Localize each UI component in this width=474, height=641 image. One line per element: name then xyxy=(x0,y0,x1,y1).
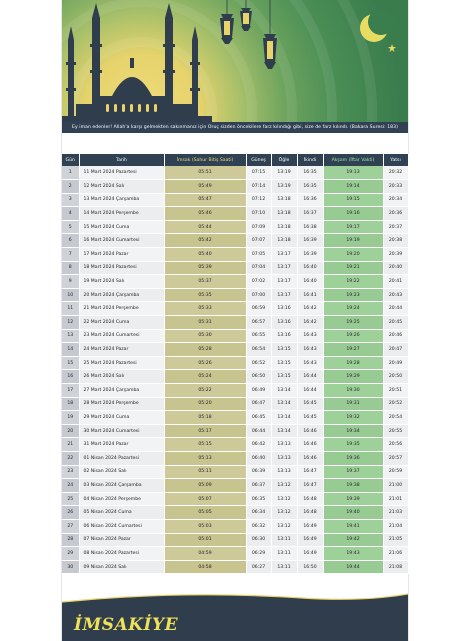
cell-yatsi: 21:04 xyxy=(383,519,408,533)
cell-gunes: 07:09 xyxy=(246,220,271,234)
cell-gunes: 07:07 xyxy=(246,234,271,248)
cell-gunes: 06:44 xyxy=(246,424,271,438)
cell-gunes: 06:42 xyxy=(246,438,271,452)
cell-yatsi: 20:54 xyxy=(383,411,408,425)
cell-yatsi: 20:40 xyxy=(383,261,408,275)
table-row xyxy=(62,438,408,452)
table-row xyxy=(62,220,408,234)
cell-tarih: 08 Nisan 2024 Pazartesi xyxy=(79,547,164,561)
cell-imsak: 05:26 xyxy=(164,356,246,370)
cell-ogle: 13:17 xyxy=(271,288,297,302)
cell-yatsi: 20:41 xyxy=(383,275,408,289)
cell-yatsi: 20:38 xyxy=(383,234,408,248)
cell-imsak: 05:03 xyxy=(164,519,246,533)
cell-gunes: 07:14 xyxy=(246,180,271,194)
cell-gun: 18 xyxy=(62,397,79,411)
header-gunes: Güneş xyxy=(246,154,271,166)
cell-ikindi: 16:45 xyxy=(297,411,323,425)
cell-tarih: 19 Mart 2024 Salı xyxy=(79,275,164,289)
cell-yatsi: 20:49 xyxy=(383,356,408,370)
table-row xyxy=(62,547,408,561)
cell-tarih: 05 Nisan 2024 Cuma xyxy=(79,506,164,520)
footer-title: İMSAKİYE xyxy=(74,615,179,635)
cell-aksam: 19:29 xyxy=(323,370,383,384)
cell-gun: 7 xyxy=(62,248,79,262)
cell-aksam: 19:41 xyxy=(323,519,383,533)
cell-yatsi: 20:36 xyxy=(383,207,408,221)
verse-text: Ey iman edenler! Allah'a karşı gelmekten sakınmanız için Oruç sizden öncekilere farz kılındığı gibi, size de farz kılındı. (Bakara Suresi: 183) xyxy=(62,122,408,133)
cell-imsak: 05:37 xyxy=(164,275,246,289)
cell-ogle: 13:11 xyxy=(271,547,297,561)
cell-gunes: 06:40 xyxy=(246,451,271,465)
cell-gunes: 07:04 xyxy=(246,261,271,275)
cell-ogle: 13:17 xyxy=(271,275,297,289)
cell-gun: 10 xyxy=(62,288,79,302)
cell-ogle: 13:17 xyxy=(271,261,297,275)
cell-gunes: 06:30 xyxy=(246,533,271,547)
cell-ikindi: 16:49 xyxy=(297,519,323,533)
cell-yatsi: 20:44 xyxy=(383,302,408,316)
table-row xyxy=(62,193,408,207)
cell-yatsi: 20:56 xyxy=(383,438,408,452)
table-row xyxy=(62,492,408,506)
cell-gunes: 06:47 xyxy=(246,397,271,411)
cell-gun: 3 xyxy=(62,193,79,207)
cell-gun: 15 xyxy=(62,356,79,370)
cell-ikindi: 16:49 xyxy=(297,547,323,561)
table-row xyxy=(62,275,408,289)
table-row xyxy=(62,384,408,398)
cell-imsak: 05:17 xyxy=(164,424,246,438)
cell-gun: 24 xyxy=(62,479,79,493)
table-row xyxy=(62,465,408,479)
cell-ikindi: 16:47 xyxy=(297,465,323,479)
cell-ogle: 13:12 xyxy=(271,479,297,493)
cell-gun: 12 xyxy=(62,316,79,330)
cell-ikindi: 16:47 xyxy=(297,479,323,493)
cell-imsak: 05:33 xyxy=(164,302,246,316)
cell-ikindi: 16:36 xyxy=(297,193,323,207)
cell-aksam: 19:19 xyxy=(323,234,383,248)
cell-ikindi: 16:44 xyxy=(297,370,323,384)
cell-tarih: 17 Mart 2024 Pazar xyxy=(79,248,164,262)
cell-ogle: 13:13 xyxy=(271,451,297,465)
header-ogle: Öğle xyxy=(271,154,297,166)
header-ikindi: İkindi xyxy=(297,154,323,166)
cell-imsak: 05:40 xyxy=(164,248,246,262)
table-row xyxy=(62,397,408,411)
cell-imsak: 05:07 xyxy=(164,492,246,506)
cell-ogle: 13:17 xyxy=(271,248,297,262)
cell-ogle: 13:12 xyxy=(271,519,297,533)
cell-gunes: 06:45 xyxy=(246,411,271,425)
cell-aksam: 19:31 xyxy=(323,397,383,411)
cell-yatsi: 20:52 xyxy=(383,397,408,411)
cell-ogle: 13:19 xyxy=(271,180,297,194)
cell-gun: 30 xyxy=(62,560,79,574)
table-body xyxy=(62,166,408,574)
table-row xyxy=(62,533,408,547)
cell-aksam: 19:14 xyxy=(323,180,383,194)
cell-gun: 6 xyxy=(62,234,79,248)
cell-imsak: 05:11 xyxy=(164,465,246,479)
cell-ikindi: 16:40 xyxy=(297,275,323,289)
cell-yatsi: 20:59 xyxy=(383,465,408,479)
cell-yatsi: 21:00 xyxy=(383,479,408,493)
cell-ogle: 13:16 xyxy=(271,302,297,316)
table-row xyxy=(62,411,408,425)
cell-ikindi: 16:38 xyxy=(297,220,323,234)
table-row xyxy=(62,288,408,302)
cell-yatsi: 20:57 xyxy=(383,451,408,465)
cell-aksam: 19:39 xyxy=(323,492,383,506)
cell-tarih: 26 Mart 2024 Salı xyxy=(79,370,164,384)
cell-aksam: 19:15 xyxy=(323,193,383,207)
cell-ikindi: 16:43 xyxy=(297,343,323,357)
cell-ogle: 13:11 xyxy=(271,533,297,547)
cell-gunes: 06:52 xyxy=(246,356,271,370)
cell-imsak: 04:59 xyxy=(164,547,246,561)
cell-ogle: 13:18 xyxy=(271,193,297,207)
cell-gunes: 07:02 xyxy=(246,275,271,289)
table-row xyxy=(62,302,408,316)
cell-ogle: 13:14 xyxy=(271,424,297,438)
cell-ikindi: 16:48 xyxy=(297,506,323,520)
cell-aksam: 19:42 xyxy=(323,533,383,547)
cell-imsak: 05:24 xyxy=(164,370,246,384)
cell-tarih: 23 Mart 2024 Cumartesi xyxy=(79,329,164,343)
imsakiye-table-container xyxy=(62,154,408,574)
cell-imsak: 05:22 xyxy=(164,384,246,398)
cell-imsak: 05:51 xyxy=(164,166,246,180)
table-row xyxy=(62,343,408,357)
cell-imsak: 04:58 xyxy=(164,560,246,574)
cell-ikindi: 16:39 xyxy=(297,248,323,262)
cell-imsak: 05:49 xyxy=(164,180,246,194)
cell-yatsi: 20:34 xyxy=(383,193,408,207)
cell-imsak: 05:15 xyxy=(164,438,246,452)
cell-ogle: 13:12 xyxy=(271,506,297,520)
cell-gun: 21 xyxy=(62,438,79,452)
cell-ikindi: 16:41 xyxy=(297,288,323,302)
header-aksam: Akşam (İftar Vakti) xyxy=(323,154,383,166)
cell-gun: 11 xyxy=(62,302,79,316)
cell-gun: 14 xyxy=(62,343,79,357)
cell-ikindi: 16:43 xyxy=(297,356,323,370)
cell-gun: 26 xyxy=(62,506,79,520)
cell-ogle: 13:18 xyxy=(271,207,297,221)
table-row xyxy=(62,560,408,574)
cell-gun: 23 xyxy=(62,465,79,479)
cell-aksam: 19:37 xyxy=(323,465,383,479)
cell-aksam: 19:27 xyxy=(323,343,383,357)
cell-imsak: 05:42 xyxy=(164,234,246,248)
cell-tarih: 27 Mart 2024 Çarşamba xyxy=(79,384,164,398)
cell-tarih: 15 Mart 2024 Cuma xyxy=(79,220,164,234)
cell-gun: 8 xyxy=(62,261,79,275)
cell-tarih: 09 Nisan 2024 Salı xyxy=(79,560,164,574)
table-row xyxy=(62,356,408,370)
cell-ikindi: 16:37 xyxy=(297,207,323,221)
cell-gun: 1 xyxy=(62,166,79,180)
table-row xyxy=(62,180,408,194)
cell-ikindi: 16:48 xyxy=(297,492,323,506)
cell-tarih: 12 Mart 2024 Salı xyxy=(79,180,164,194)
header-yatsi: Yatsı xyxy=(383,154,408,166)
cell-ogle: 13:18 xyxy=(271,220,297,234)
table-row xyxy=(62,261,408,275)
cell-aksam: 19:13 xyxy=(323,166,383,180)
cell-tarih: 02 Nisan 2024 Salı xyxy=(79,465,164,479)
table-row xyxy=(62,166,408,180)
cell-tarih: 04 Nisan 2024 Perşembe xyxy=(79,492,164,506)
cell-aksam: 19:28 xyxy=(323,356,383,370)
cell-imsak: 05:30 xyxy=(164,329,246,343)
cell-ogle: 13:15 xyxy=(271,370,297,384)
cell-tarih: 16 Mart 2024 Cumartesi xyxy=(79,234,164,248)
cell-ogle: 13:15 xyxy=(271,343,297,357)
cell-aksam: 19:24 xyxy=(323,302,383,316)
cell-imsak: 05:39 xyxy=(164,261,246,275)
cell-tarih: 07 Nisan 2024 Pazar xyxy=(79,533,164,547)
cell-gun: 2 xyxy=(62,180,79,194)
cell-yatsi: 20:55 xyxy=(383,424,408,438)
cell-tarih: 03 Nisan 2024 Çarşamba xyxy=(79,479,164,493)
cell-aksam: 19:32 xyxy=(323,411,383,425)
header-imsak: İmsak (Sahur Bitiş Saati) xyxy=(164,154,246,166)
cell-ogle: 13:14 xyxy=(271,397,297,411)
cell-gunes: 06:50 xyxy=(246,370,271,384)
cell-yatsi: 20:46 xyxy=(383,329,408,343)
cell-gunes: 06:27 xyxy=(246,560,271,574)
cell-aksam: 19:23 xyxy=(323,288,383,302)
cell-ogle: 13:12 xyxy=(271,492,297,506)
cell-aksam: 19:22 xyxy=(323,275,383,289)
cell-ikindi: 16:42 xyxy=(297,302,323,316)
cell-yatsi: 20:37 xyxy=(383,220,408,234)
cell-imsak: 05:35 xyxy=(164,288,246,302)
cell-aksam: 19:16 xyxy=(323,207,383,221)
table-header-row xyxy=(62,154,408,166)
cell-yatsi: 20:33 xyxy=(383,180,408,194)
table-row xyxy=(62,506,408,520)
table-row xyxy=(62,248,408,262)
cell-ikindi: 16:50 xyxy=(297,560,323,574)
cell-tarih: 21 Mart 2024 Perşembe xyxy=(79,302,164,316)
cell-imsak: 05:05 xyxy=(164,506,246,520)
cell-aksam: 19:36 xyxy=(323,451,383,465)
cell-gunes: 06:32 xyxy=(246,519,271,533)
cell-tarih: 14 Mart 2024 Perşembe xyxy=(79,207,164,221)
ramadan-banner xyxy=(62,0,408,133)
cell-yatsi: 21:06 xyxy=(383,547,408,561)
table-row xyxy=(62,479,408,493)
cell-imsak: 05:09 xyxy=(164,479,246,493)
cell-ikindi: 16:46 xyxy=(297,451,323,465)
table-row xyxy=(62,519,408,533)
cell-tarih: 11 Mart 2024 Pazartesi xyxy=(79,166,164,180)
cell-gunes: 06:37 xyxy=(246,479,271,493)
cell-ogle: 13:13 xyxy=(271,465,297,479)
cell-yatsi: 20:45 xyxy=(383,316,408,330)
cell-ikindi: 16:44 xyxy=(297,384,323,398)
table-row xyxy=(62,370,408,384)
cell-ikindi: 16:35 xyxy=(297,180,323,194)
cell-tarih: 30 Mart 2024 Cumartesi xyxy=(79,424,164,438)
table-row xyxy=(62,316,408,330)
cell-aksam: 19:43 xyxy=(323,547,383,561)
cell-ikindi: 16:39 xyxy=(297,234,323,248)
cell-gun: 19 xyxy=(62,411,79,425)
imsakiye-page xyxy=(62,0,408,641)
cell-yatsi: 21:03 xyxy=(383,506,408,520)
cell-aksam: 19:21 xyxy=(323,261,383,275)
cell-imsak: 05:28 xyxy=(164,343,246,357)
cell-gun: 22 xyxy=(62,451,79,465)
cell-yatsi: 20:43 xyxy=(383,288,408,302)
cell-imsak: 05:47 xyxy=(164,193,246,207)
cell-imsak: 05:31 xyxy=(164,316,246,330)
cell-ogle: 13:15 xyxy=(271,356,297,370)
cell-gun: 28 xyxy=(62,533,79,547)
cell-tarih: 25 Mart 2024 Pazartesi xyxy=(79,356,164,370)
cell-aksam: 19:44 xyxy=(323,560,383,574)
cell-ikindi: 16:35 xyxy=(297,166,323,180)
cell-tarih: 18 Mart 2024 Pazartesi xyxy=(79,261,164,275)
cell-gunes: 06:59 xyxy=(246,302,271,316)
cell-gun: 13 xyxy=(62,329,79,343)
table-row xyxy=(62,451,408,465)
cell-tarih: 20 Mart 2024 Çarşamba xyxy=(79,288,164,302)
cell-gunes: 06:55 xyxy=(246,329,271,343)
cell-yatsi: 21:05 xyxy=(383,533,408,547)
cell-aksam: 19:25 xyxy=(323,316,383,330)
cell-gunes: 07:05 xyxy=(246,248,271,262)
cell-aksam: 19:34 xyxy=(323,424,383,438)
cell-tarih: 29 Mart 2024 Cuma xyxy=(79,411,164,425)
cell-yatsi: 20:32 xyxy=(383,166,408,180)
cell-tarih: 01 Nisan 2024 Pazartesi xyxy=(79,451,164,465)
cell-gunes: 06:29 xyxy=(246,547,271,561)
cell-gunes: 07:12 xyxy=(246,193,271,207)
cell-ogle: 13:19 xyxy=(271,166,297,180)
cell-gunes: 06:34 xyxy=(246,506,271,520)
cell-tarih: 06 Nisan 2024 Cumartesi xyxy=(79,519,164,533)
cell-gun: 25 xyxy=(62,492,79,506)
cell-tarih: 22 Mart 2024 Cuma xyxy=(79,316,164,330)
cell-yatsi: 20:39 xyxy=(383,248,408,262)
table-row xyxy=(62,207,408,221)
cell-ikindi: 16:40 xyxy=(297,261,323,275)
cell-aksam: 19:38 xyxy=(323,479,383,493)
cell-aksam: 19:35 xyxy=(323,438,383,452)
cell-gunes: 06:54 xyxy=(246,343,271,357)
cell-gun: 4 xyxy=(62,207,79,221)
table-row xyxy=(62,329,408,343)
cell-yatsi: 21:01 xyxy=(383,492,408,506)
cell-yatsi: 20:47 xyxy=(383,343,408,357)
table-row xyxy=(62,424,408,438)
cell-ikindi: 16:46 xyxy=(297,424,323,438)
cell-aksam: 19:26 xyxy=(323,329,383,343)
cell-imsak: 05:20 xyxy=(164,397,246,411)
cell-ogle: 13:16 xyxy=(271,329,297,343)
cell-gun: 16 xyxy=(62,370,79,384)
cell-gunes: 06:35 xyxy=(246,492,271,506)
cell-gun: 20 xyxy=(62,424,79,438)
cell-ogle: 13:16 xyxy=(271,316,297,330)
cell-aksam: 19:17 xyxy=(323,220,383,234)
cell-gunes: 07:10 xyxy=(246,207,271,221)
cell-ogle: 13:14 xyxy=(271,411,297,425)
cell-gun: 29 xyxy=(62,547,79,561)
table-row xyxy=(62,234,408,248)
header-gun: Gün xyxy=(62,154,79,166)
cell-gunes: 06:57 xyxy=(246,316,271,330)
cell-imsak: 05:18 xyxy=(164,411,246,425)
cell-gun: 5 xyxy=(62,220,79,234)
cell-yatsi: 20:51 xyxy=(383,384,408,398)
cell-ikindi: 16:49 xyxy=(297,533,323,547)
cell-ogle: 13:14 xyxy=(271,384,297,398)
cell-gun: 17 xyxy=(62,384,79,398)
cell-imsak: 05:44 xyxy=(164,220,246,234)
cell-yatsi: 21:08 xyxy=(383,560,408,574)
cell-gun: 27 xyxy=(62,519,79,533)
cell-ikindi: 16:43 xyxy=(297,329,323,343)
cell-gun: 9 xyxy=(62,275,79,289)
cell-ogle: 13:18 xyxy=(271,234,297,248)
cell-aksam: 19:40 xyxy=(323,506,383,520)
imsakiye-table xyxy=(62,154,409,574)
cell-ogle: 13:13 xyxy=(271,438,297,452)
cell-gunes: 07:15 xyxy=(246,166,271,180)
cell-gunes: 07:00 xyxy=(246,288,271,302)
cell-imsak: 05:46 xyxy=(164,207,246,221)
cell-tarih: 13 Mart 2024 Çarşamba xyxy=(79,193,164,207)
cell-ogle: 13:11 xyxy=(271,560,297,574)
cell-gunes: 06:49 xyxy=(246,384,271,398)
cell-gunes: 06:39 xyxy=(246,465,271,479)
cell-yatsi: 20:50 xyxy=(383,370,408,384)
cell-imsak: 05:13 xyxy=(164,451,246,465)
cell-ikindi: 16:45 xyxy=(297,397,323,411)
cell-tarih: 28 Mart 2024 Perşembe xyxy=(79,397,164,411)
cell-aksam: 19:30 xyxy=(323,384,383,398)
cell-tarih: 24 Mart 2024 Pazar xyxy=(79,343,164,357)
cell-aksam: 19:20 xyxy=(323,248,383,262)
header-tarih: Tarih xyxy=(79,154,164,166)
cell-tarih: 31 Mart 2024 Pazar xyxy=(79,438,164,452)
cell-imsak: 05:01 xyxy=(164,533,246,547)
cell-ikindi: 16:42 xyxy=(297,316,323,330)
cell-ikindi: 16:46 xyxy=(297,438,323,452)
